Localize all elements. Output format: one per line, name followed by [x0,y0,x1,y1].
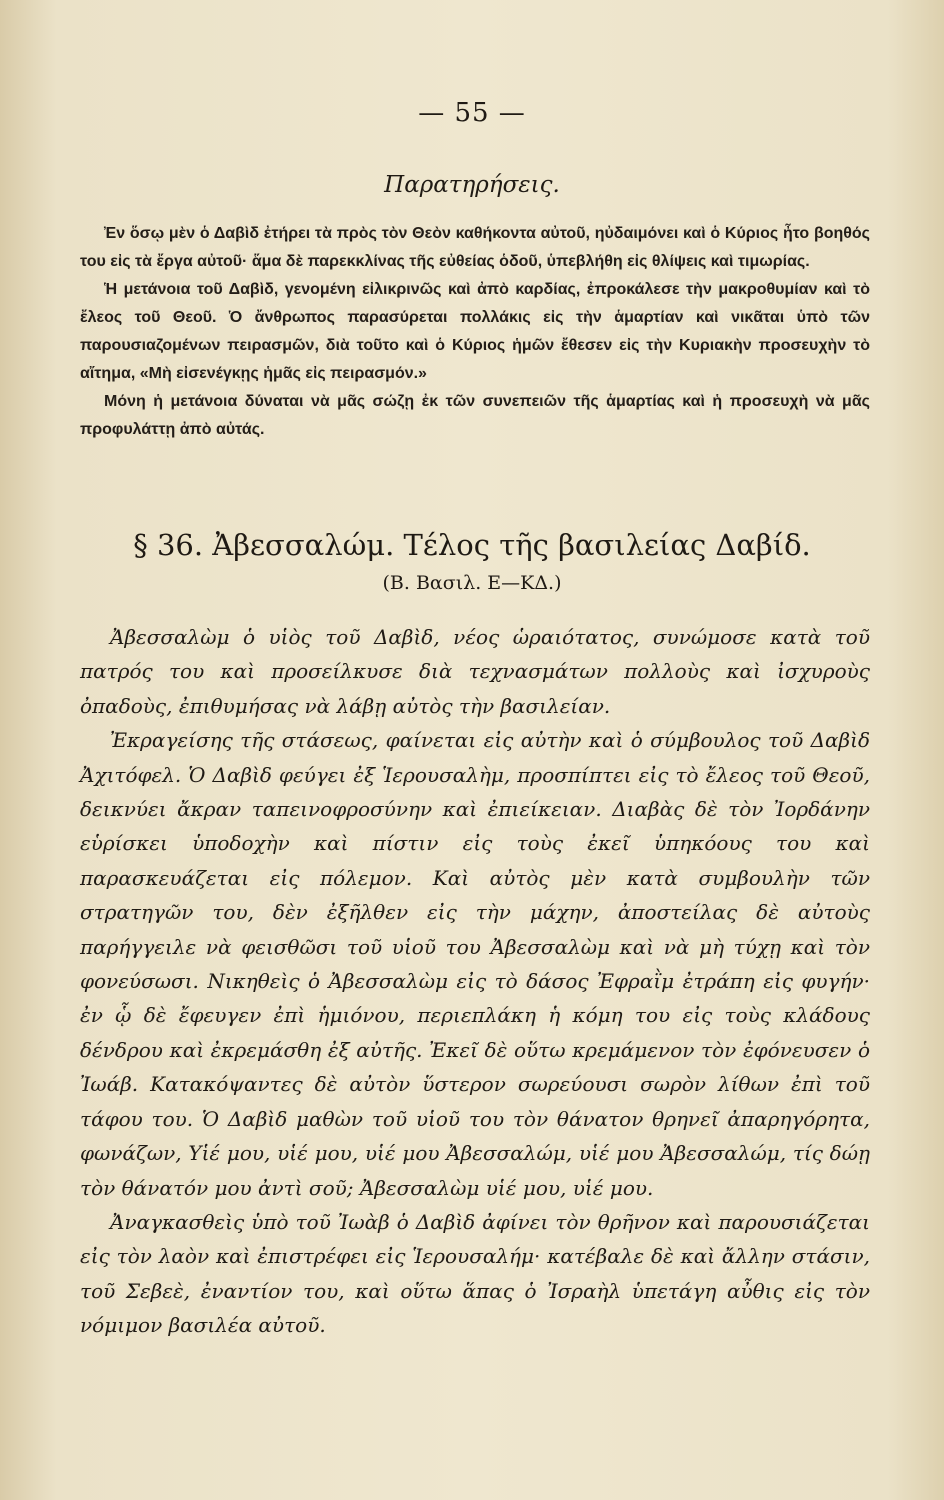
body-paragraph: Ἀβεσσαλὼμ ὁ υἱὸς τοῦ Δαβὶδ, νέος ὡραιότατος, συνώμοσε κατὰ τοῦ πατρός του καὶ προσείλκυσε διὰ τεχνασμάτων πολλοὺς καὶ ἰσχυροὺς ὀπαδοὺς, ἐπιθυμήσας νὰ λάβῃ αὐτὸς τὴν βασιλείαν. [80,625,870,718]
body-text [80,620,870,1343]
body-paragraph: Ἀναγκασθεὶς ὑπὸ τοῦ Ἰωὰβ ὁ Δαβὶδ ἀφίνει τὸν θρῆνον καὶ παρουσιάζεται εἰς τὸν λαὸν καὶ ἐπιστρέφει εἰς Ἱερουσαλήμ· κατέβαλε δὲ καὶ ἄλλην στάσιν, τοῦ Σεβεὲ, ἐναντίον του, καὶ οὕτω ἅπας ὁ Ἰσραὴλ ὑπετάγη αὖθις εἰς τὸν νόμιμον βασιλέα αὐτοῦ. [80,1209,870,1338]
notes-title: Παρατηρήσεις. [384,172,560,198]
notes-block [80,220,870,444]
body-paragraph: Ἐκραγείσης τῆς στάσεως, φαίνεται εἰς αὐτὴν καὶ ὁ σύμβουλος τοῦ Δαβὶδ Ἀχιτόφελ. Ὁ Δαβὶδ φεύγει ἐξ Ἱερουσαλὴμ, προσπίπτει εἰς τὸ ἔλεος τοῦ Θεοῦ, δεικνύει ἄκραν ταπεινοφροσύνην καὶ ἐπιείκειαν. Διαβὰς δὲ τὸν Ἰορδάνην εὑρίσκει ὑποδοχὴν καὶ πίστιν εἰς τοὺς ἐκεῖ ὑπηκόους του καὶ παρασκευάζεται εἰς πόλεμον. Καὶ αὐτὸς μὲν κατὰ συμβουλὴν τῶν στρατηγῶν του, δὲν ἐξῆλθεν εἰς τὴν μάχην, ἀποστείλας δὲ αὐτοὺς παρήγγειλε νὰ φεισθῶσι τοῦ υἱοῦ του Ἀβεσσαλὼμ καὶ νὰ μὴ τύχῃ καὶ τὸν φονεύσωσι. Νικηθεὶς ὁ Ἀβεσσαλὼμ εἰς τὸ δάσος Ἐφραῒμ ἐτράπη εἰς φυγήν· ἐν ᾧ δὲ ἔφευγεν ἐπὶ ἡμιόνου, περιεπλάκη ἡ κόμη του εἰς τοὺς κλάδους δένδρου καὶ ἐκρεμάσθη ἐξ αὐτῆς. Ἐκεῖ δὲ οὕτω κρεμάμενον τὸν ἐφόνευσεν ὁ Ἰωάβ. Κατακόψαντες δὲ αὐτὸν ὕστερον σωρεύουσι σωρὸν λίθων ἐπὶ τοῦ τάφου του. Ὁ Δαβὶδ μαθὼν τοῦ υἱοῦ του τὸν θάνατον θρηνεῖ ἀπαρηγόρητα, φωνάζων, Υἱέ μου, υἱέ μου, υἱέ μου Ἀβεσσαλώμ, υἱέ μου Ἀβεσσαλώμ, τίς δώῃ τὸν θάνατόν μου ἀντὶ σοῦ; Ἀβεσσαλὼμ υἱέ μου, υἱέ μου. [80,728,870,1200]
note-paragraph: Μόνη ἡ μετάνοια δύναται νὰ μᾶς σώζῃ ἐκ τῶν συνεπειῶν τῆς ἁμαρτίας καὶ ἡ προσευχὴ νὰ μᾶς προφυλάττῃ ἀπὸ αὐτάς. [80,393,870,438]
section-heading: § 36. Ἀβεσσαλώμ. Τέλος τῆς βασιλείας Δαβίδ. [133,528,811,562]
note-paragraph: Ἡ μετάνοια τοῦ Δαβὶδ, γενομένη εἰλικρινῶς καὶ ἀπὸ καρδίας, ἐπροκάλεσε τὴν μακροθυμίαν καὶ τὸ ἔλεος τοῦ Θεοῦ. Ὁ ἄνθρωπος παρασύρεται πολλάκις εἰς τὴν ἁμαρτίαν καὶ νικᾶται ὑπὸ τῶν παρουσιαζομένων πειρασμῶν, διὰ τοῦτο καὶ ὁ Κύριος ἡμῶν ἔθεσεν εἰς τὴν Κυριακὴν προσευχὴν τὸ αἴτημα, «Μὴ εἰσενέγκῃς ἡμᾶς εἰς πειρασμόν.» [80,281,870,382]
section-reference: (Β. Βασιλ. Ε—ΚΔ.) [382,572,562,594]
page-number: — 55 — [418,98,526,128]
note-paragraph: Ἐν ὅσῳ μὲν ὁ Δαβὶδ ἐτήρει τὰ πρὸς τὸν Θεὸν καθήκοντα αὐτοῦ, ηὐδαιμόνει καὶ ὁ Κύριος ἦτο βοηθός του εἰς τὰ ἔργα αὐτοῦ· ἅμα δὲ παρεκκλίνας τῆς εὐθείας ὁδοῦ, ὑπεβλήθη εἰς θλίψεις καὶ τιμωρίας. [80,225,870,270]
